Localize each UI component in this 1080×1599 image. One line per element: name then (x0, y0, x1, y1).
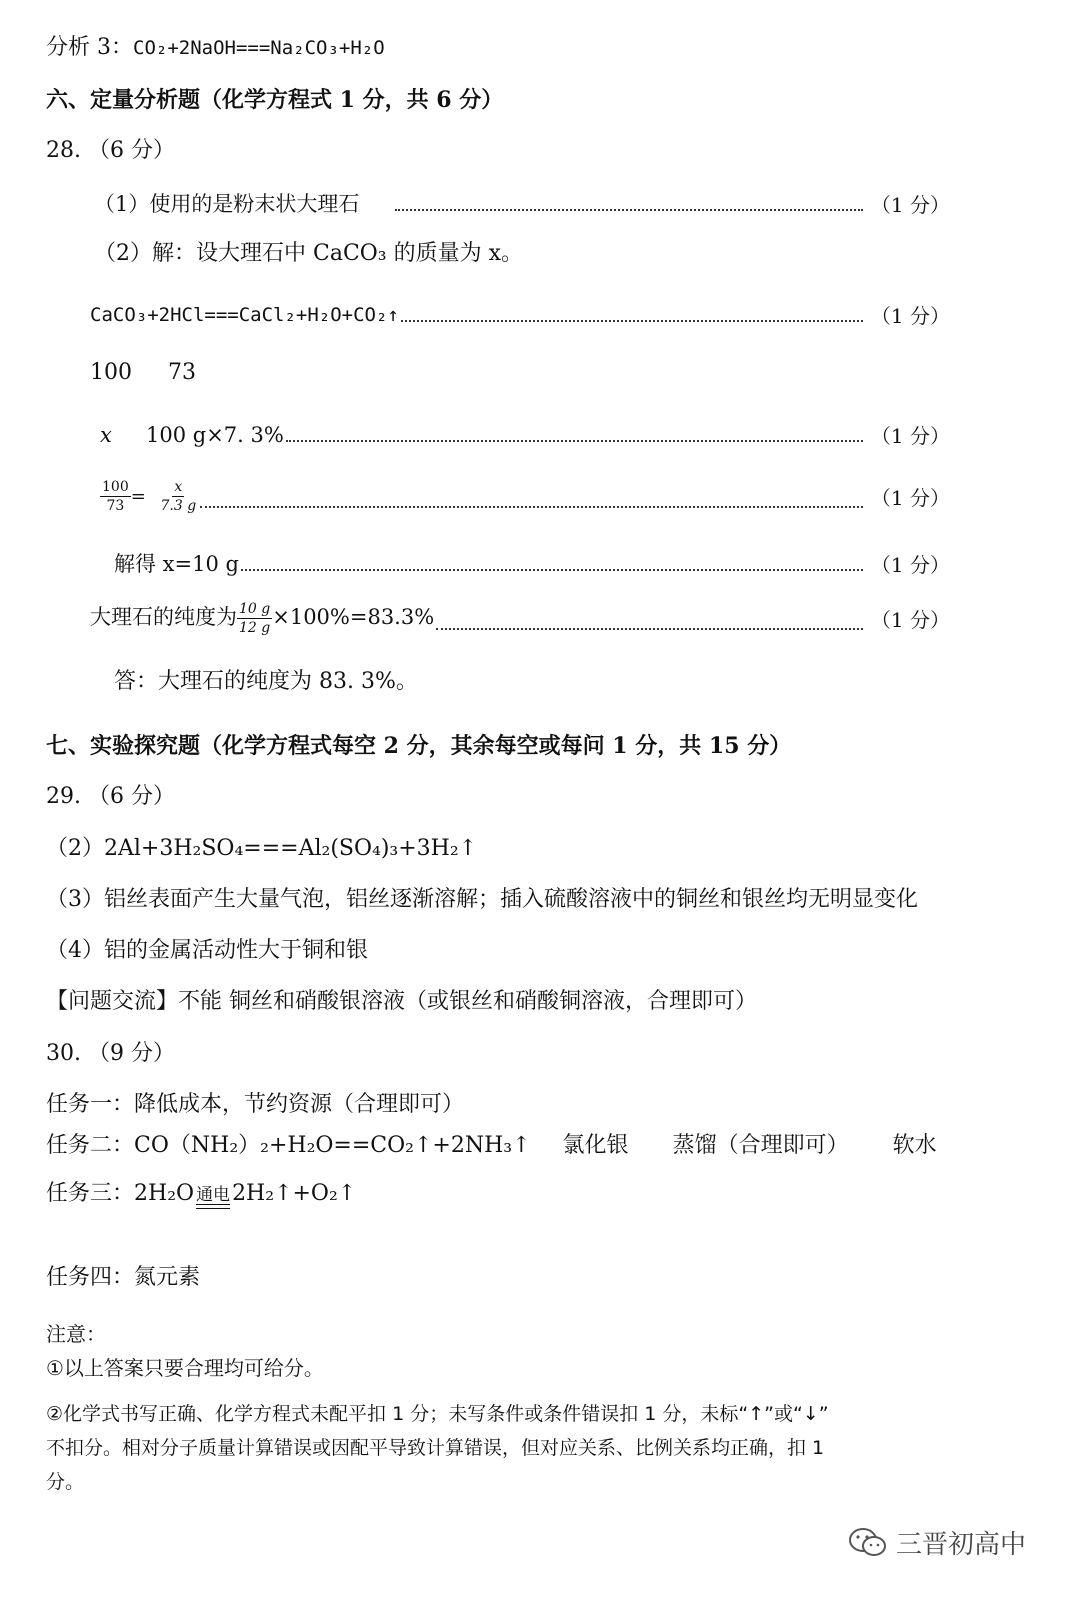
q29-part4: （4）铝的金属活动性大于铜和银 (46, 938, 368, 963)
task3-left: 2H₂O (134, 1181, 195, 1206)
q28-ratio-row (90, 359, 196, 387)
q28-unknown-b: 100 g×7. 3% (146, 422, 284, 447)
q28-ratio-a: 100 (90, 360, 132, 385)
q28-unknown-row (100, 420, 950, 449)
fraction-num: x (174, 479, 183, 495)
analysis-3-line (46, 34, 385, 62)
fraction-left (100, 478, 131, 515)
q28-equation: CaCO₃+2HCl===CaCl₂+H₂O+CO₂↑ (90, 303, 399, 326)
dot-leader (286, 440, 863, 442)
q28-proportion-points: （1 分） (870, 486, 950, 510)
fraction-den: 73 (106, 498, 125, 514)
task3-label: 任务三： (46, 1181, 135, 1206)
equals-sign: = (130, 486, 146, 507)
q28-part1-points: （1 分） (870, 192, 950, 217)
dot-leader (241, 569, 863, 571)
q29-exchange: 【问题交流】不能 铜丝和硝酸银溶液（或银丝和硝酸铜溶液，合理即可） (46, 989, 757, 1014)
section-7-title: 七、实验探究题（化学方程式每空 2 分，其余每空或每问 1 分，共 15 分） (46, 733, 792, 759)
watermark-text: 三晋初高中 (895, 1530, 1026, 1560)
note-2-line-3: 分。 (46, 1471, 85, 1493)
q28-part2-text: （2）解：设大理石中 CaCO₃ 的质量为 x。 (94, 241, 524, 266)
note-2-line-1: ②化学式书写正确、化学方程式未配平扣 1 分；未写条件或条件错误扣 1 分，未标“↑”或“↓” (46, 1403, 829, 1425)
electrolysis-condition (194, 1185, 232, 1209)
task3-right: 2H₂↑+O₂↑ (232, 1181, 357, 1206)
analysis-3-equation: CO₂+2NaOH===Na₂CO₃+H₂O (133, 37, 385, 59)
q28-unknown-points: （1 分） (870, 424, 950, 448)
purity-suffix: ×100%=83.3% (272, 605, 435, 629)
q28-equation-row (90, 300, 950, 329)
q28-part1-text: （1）使用的是粉末状大理石 (94, 192, 360, 216)
purity-prefix: 大理石的纯度为 (90, 605, 237, 629)
q28-solve-points: （1 分） (870, 552, 950, 577)
q30-task4: 任务四：氮元素 (46, 1265, 201, 1290)
q28-ratio-b: 73 (168, 360, 196, 385)
dot-leader (436, 628, 863, 630)
task2-answer-c: 软水 (892, 1133, 937, 1158)
fraction-den: 7.3 g (160, 498, 197, 514)
q28-solve-text: 解得 x=10 g (114, 552, 239, 576)
fraction-den: 12 g (239, 620, 271, 636)
dot-leader (200, 506, 863, 508)
condition-text: 通电 (196, 1185, 231, 1205)
q29-part3: （3）铝丝表面产生大量气泡，铝丝逐渐溶解；插入硫酸溶液中的铜丝和银丝均无明显变化 (46, 887, 919, 912)
dot-leader (401, 320, 863, 322)
q28-purity-row (90, 600, 950, 637)
q28-answer: 答：大理石的纯度为 83. 3%。 (114, 669, 418, 694)
task2-label: 任务二： (46, 1133, 135, 1158)
analysis-3-label: 分析 3： (46, 35, 133, 60)
q28-purity (90, 600, 434, 637)
q28-unknown-a: x (100, 422, 112, 447)
fraction-right (159, 478, 199, 515)
q28-part1-row (94, 188, 950, 218)
q30-task2 (46, 1132, 937, 1160)
purity-fraction (237, 600, 272, 637)
task2-equation: CO（NH₂）₂+H₂O==CO₂↑+2NH₃↑ (134, 1133, 531, 1158)
notes-title: 注意： (46, 1322, 106, 1346)
fraction-num: 100 (102, 479, 129, 495)
q28-solve-row (114, 548, 950, 578)
watermark (848, 1524, 1026, 1561)
q28-purity-points: （1 分） (870, 608, 950, 632)
q29-part2: （2）2Al+3H₂SO₄===Al₂(SO₄)₃+3H₂↑ (46, 836, 478, 861)
note-2-line-2: 不扣分。相对分子质量计算错误或因配平导致计算错误，但对应关系、比例关系均正确，扣 1 (46, 1437, 825, 1459)
section-6-title: 六、定量分析题（化学方程式 1 分，共 6 分） (46, 87, 504, 113)
wechat-icon (848, 1526, 888, 1560)
task2-answer-b: 蒸馏（合理即可） (672, 1133, 849, 1158)
task2-answer-a: 氯化银 (562, 1133, 629, 1158)
q30-task3 (46, 1180, 356, 1209)
note-1: ①以上答案只要合理均可给分。 (46, 1356, 324, 1380)
dot-leader (395, 209, 863, 211)
q30-task1: 任务一：降低成本，节约资源（合理即可） (46, 1092, 465, 1117)
q30-header: 30. （9 分） (46, 1041, 175, 1066)
q28-proportion (100, 478, 198, 515)
q29-header: 29. （6 分） (46, 784, 175, 809)
q28-equation-points: （1 分） (870, 304, 950, 328)
fraction-num: 10 g (239, 601, 271, 617)
q28-proportion-row (100, 478, 950, 515)
q28-header: 28. （6 分） (46, 138, 175, 163)
